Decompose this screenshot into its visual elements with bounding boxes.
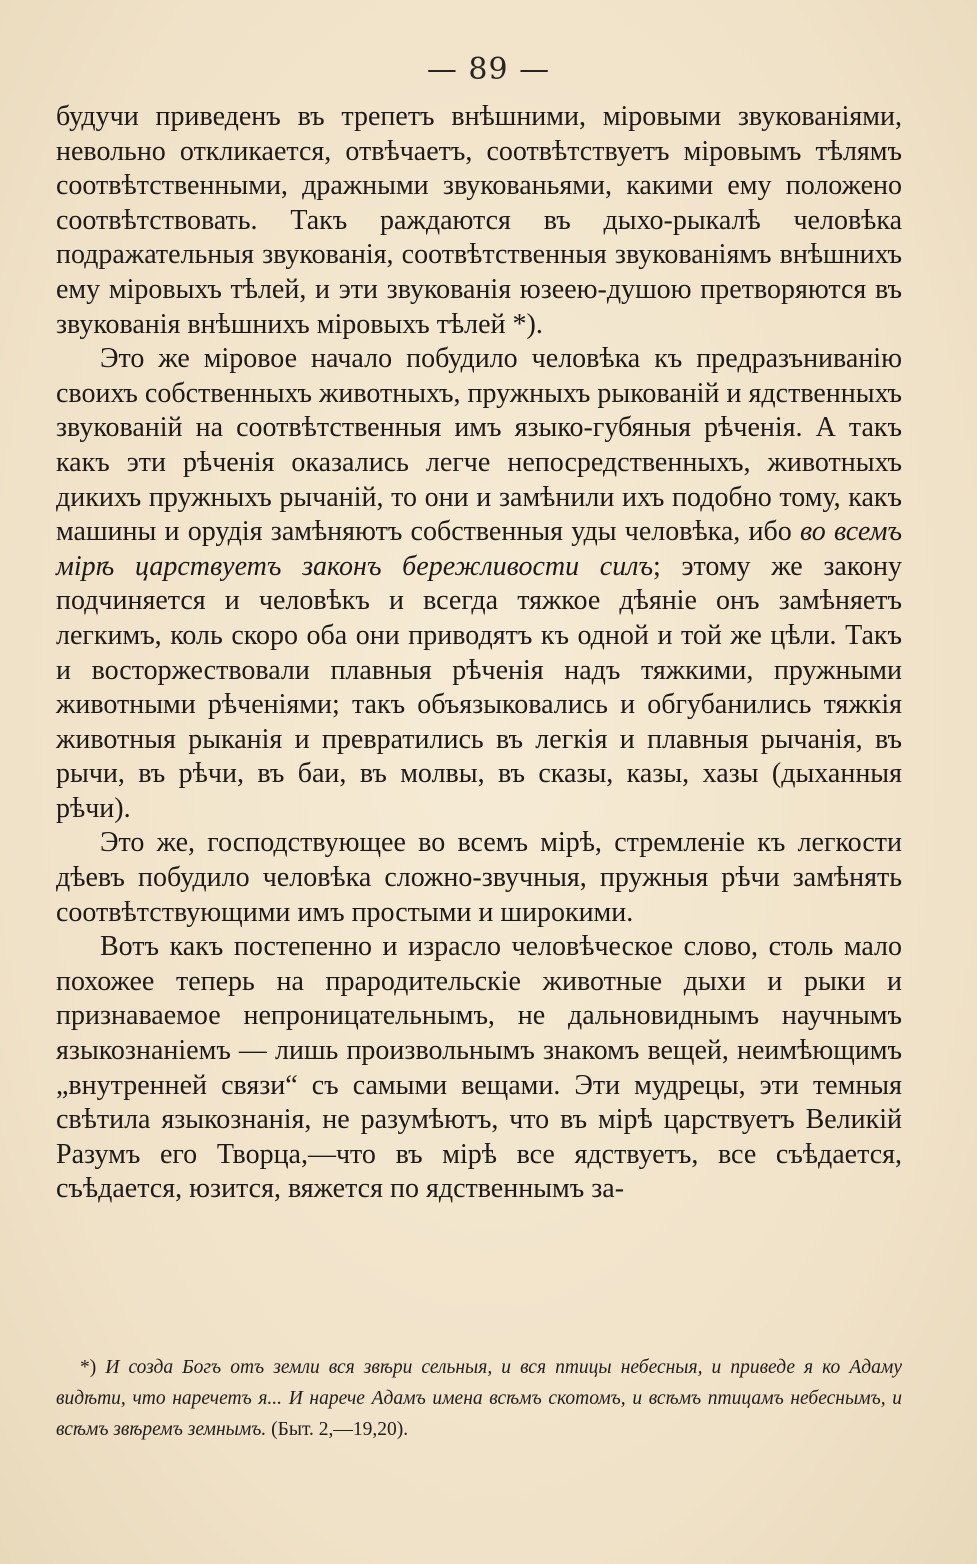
footnote — [56, 1352, 902, 1445]
footnote-reference: (Быт. 2,—19,20). — [266, 1419, 409, 1440]
paragraph-4: Вотъ какъ постепенно и израсло человѣческое слово, столь мало похожее теперь на прародительскіе животные дыхи и рыки и признаваемое непроницательнымъ, не дальновиднымъ научнымъ языкознаніемъ — лишь произвольнымъ знакомъ вещей, неимѣющимъ „внутренней связи“ съ самыми вещами. Эти мудрецы, эти темныя свѣтила языкознанія, не разумѣютъ, что въ мірѣ царствуетъ Великій Разумъ его Творца,—что въ мірѣ все ядствуетъ, все съѣдается, съѣдается, юзится, вяжется по ядственнымъ за- — [56, 931, 902, 1205]
paragraph-2-italic: во всемъ мірѣ царствуетъ законъ бережливости силъ — [56, 516, 902, 582]
footnote-text — [56, 1352, 902, 1445]
paragraph-2 — [56, 342, 902, 826]
body-text — [56, 100, 902, 1207]
paragraph-2-part-a: Это же міровое начало побудило человѣка къ предразъниванію своихъ собственныхъ животныхъ, пружныхъ рыкованій и ядственныхъ звукованій на соотвѣтственныя имъ языко-губяныя рѣченія. А такъ какъ эти рѣченія оказались легче непосредственныхъ, животныхъ дикихъ пружныхъ рычаній, то они и замѣнили ихъ подобно тому, какъ машины и орудія замѣняютъ собственныя уды человѣка, ибо — [56, 343, 902, 548]
footnote-marker: *) — [80, 1357, 106, 1378]
paragraph-3: Это же, господствующее во всемъ мірѣ, стремленіе къ легкости дѣевъ побудило человѣка сложно-звучныя, пружныя рѣчи замѣнять соотвѣтствующими имъ простыми и широкими. — [56, 827, 902, 928]
footnote-quote: И созда Богъ отъ земли вся звѣри сельныя, и вся птицы небесныя, и приведе я ко Адаму видѣти, что наречетъ я... И нарече Адамъ имена всѣмъ скотомъ, и всѣмъ птицамъ небеснымъ, и всѣмъ звѣремъ земнымъ. — [56, 1357, 902, 1440]
paragraph-2-part-b: ; этому же закону подчиняется и человѣкъ и всегда тяжкое дѣяніе онъ замѣняетъ легкимъ, коль скоро оба они приводятъ къ одной и той же цѣли. Такъ и восторжествовали плавныя рѣченія надъ тяжкими, пружными животными рѣченіями; такъ объязыковались и обгубанились тяжкія животныя рыканія и превратились въ легкія и плавныя рычанія, въ рычи, въ рѣчи, въ баи, въ молвы, въ сказы, казы, хазы (дыханныя рѣчи). — [56, 550, 902, 824]
page-number: — 89 — — [426, 52, 551, 87]
footnote-divider — [56, 1348, 256, 1349]
paragraph-1: будучи приведенъ въ трепетъ внѣшними, міровыми звукованіями, невольно откликается, отвѣчаетъ, соотвѣтствуетъ міровымъ тѣлямъ соотвѣтственными, дражными звукованьями, какими ему положено соотвѣтствовать. Такъ раждаются въ дыхо-рыкалѣ человѣка подражательныя звукованія, соотвѣтственныя звукованіямъ внѣшнихъ ему міровыхъ тѣлей, и эти звукованія юзеею-душою претворяются въ звукованія внѣшнихъ міровыхъ тѣлей *). — [56, 101, 902, 340]
